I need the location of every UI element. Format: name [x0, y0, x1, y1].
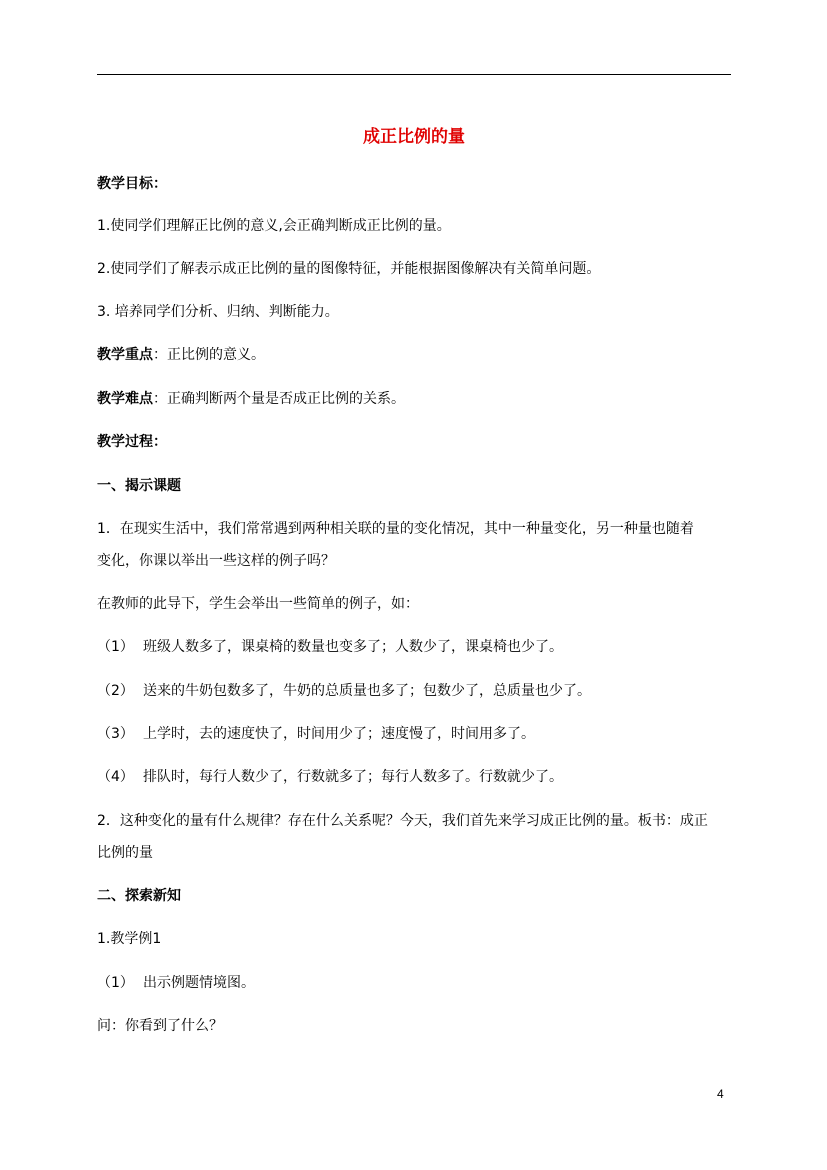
process-heading: 教学过程： [97, 434, 167, 450]
example-text: 送来的牛奶包数多了，牛奶的总质量也多了；包数少了，总质量也少了。 [143, 683, 591, 699]
goal-1: 1.使同学们理解正比例的意义,会正确判断成正比例的量。 [97, 218, 451, 234]
example-number: （3） [97, 726, 134, 742]
example-text: 排队时，每行人数少了，行数就多了；每行人数多了。行数就少了。 [143, 769, 563, 785]
paragraph-5 [97, 969, 731, 997]
difficulty-label: 教学难点 [97, 391, 153, 407]
paragraph-2: 在教师的此导下，学生会举出一些简单的例子，如： [97, 596, 419, 612]
key-point-text: ：正比例的意义。 [153, 347, 265, 363]
key-point-label: 教学重点 [97, 347, 153, 363]
example-text: 上学时，去的速度快了，时间用少了；速度慢了，时间用多了。 [143, 726, 535, 742]
example-item [97, 677, 731, 705]
section-2-heading: 二、探索新知 [97, 888, 181, 904]
example-item [97, 633, 731, 661]
paragraph-6: 问：你看到了什么？ [97, 1018, 223, 1034]
item-text: 出示例题情境图。 [143, 975, 255, 991]
goal-2: 2.使同学们了解表示成正比例的量的图像特征，并能根据图像解决有关简单问题。 [97, 261, 601, 277]
key-point [97, 341, 731, 369]
difficulty-text: ：正确判断两个量是否成正比例的关系。 [153, 391, 405, 407]
section-1-heading: 一、揭示课题 [97, 478, 181, 494]
paragraph-3-line-1: 2．这种变化的量有什么规律？存在什么关系呢？今天，我们首先来学习成正比例的量。板书：成正 [97, 813, 708, 829]
example-text: 班级人数多了，课桌椅的数量也变多了；人数少了，课桌椅也少了。 [143, 639, 563, 655]
example-number: （1） [97, 639, 134, 655]
paragraph-4: 1.教学例1 [97, 931, 162, 947]
page-number: 4 [717, 1087, 724, 1101]
paragraph-1-line-2: 变化，你课以举出一些这样的例子吗？ [97, 553, 335, 569]
example-number: （4） [97, 769, 134, 785]
paragraph-3-line-2: 比例的量 [97, 845, 153, 861]
paragraph-1-line-1: 1．在现实生活中，我们常常遇到两种相关联的量的变化情况，其中一种量变化，另一种量也随着 [97, 521, 694, 537]
document-title: 成正比例的量 [363, 127, 465, 147]
goals-heading: 教学目标： [97, 176, 167, 192]
item-number: （1） [97, 975, 134, 991]
header-rule [97, 74, 731, 75]
difficulty-point [97, 385, 731, 413]
goal-3: 3. 培养同学们分析、归纳、判断能力。 [97, 304, 339, 320]
example-item [97, 720, 731, 748]
example-item [97, 763, 731, 791]
example-number: （2） [97, 683, 134, 699]
